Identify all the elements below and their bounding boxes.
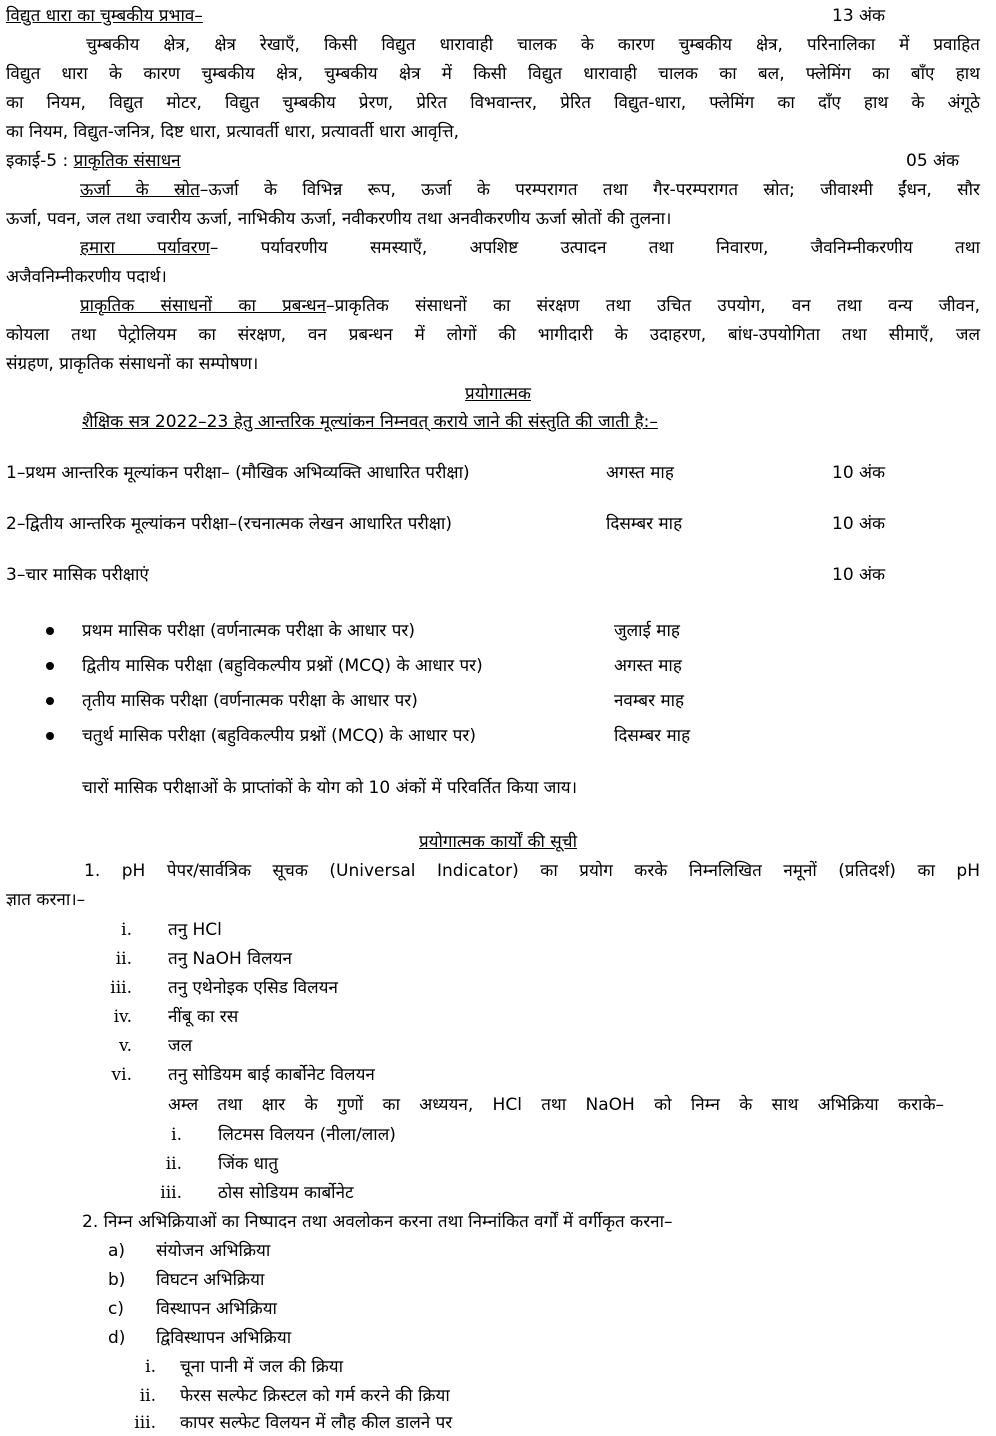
magnetic-paragraph-line: विद्युत धारा के कारण चुम्बकीय क्षेत्र, चुम्बकीय क्षेत्र में किसी विद्युत धारावाही चालक का बल, फ्लेमिंग का बाँए हाथ (6, 64, 980, 84)
reagent-text: ठोस सोडियम कार्बोनेट (218, 1183, 354, 1203)
resource-management-text: –प्राकृतिक संसाधनों का संरक्षण तथा उचित उपयोग, वन तथा वन्य जीवन, (326, 296, 980, 316)
energy-sources-text: –ऊर्जा के विभिन्न रूप, ऊर्जा के परम्परागत तथा गैर-परम्परागत स्रोत; जीवाश्मी ईंधन, सौर (199, 180, 980, 200)
bullet-icon (46, 697, 54, 705)
sample-number: iii. (110, 978, 132, 998)
magnetic-effect-heading: विद्युत धारा का चुम्बकीय प्रभाव– (6, 6, 203, 26)
exam-row-3-label: 3–चार मासिक परीक्षाएं (6, 565, 149, 585)
sample-text: तनु NaOH विलयन (168, 949, 292, 969)
sample-number: ii. (115, 949, 132, 969)
reagent-text: लिटमस विलयन (नीला/लाल) (218, 1125, 396, 1145)
magnetic-paragraph-line: चुम्बकीय क्षेत्र, क्षेत्र रेखाएँ, किसी विद्युत धारावाही चालक के कारण चुम्बकीय क्षेत्र, परिनालिका में प्रवाहित (86, 35, 980, 55)
category-text: विघटन अभिक्रिया (156, 1270, 265, 1290)
work-item-1-line-2: ज्ञात करना।– (6, 890, 86, 910)
monthly-exam-4-label: चतुर्थ मासिक परीक्षा (बहुविकल्पीय प्रश्नों (MCQ) के आधार पर) (82, 726, 476, 746)
sample-text: तनु सोडियम बाई कार्बोनेट विलयन (168, 1065, 375, 1085)
unit5-title: प्राकृतिक संसाधन (73, 151, 181, 171)
category-text: संयोजन अभिक्रिया (156, 1241, 271, 1261)
exam-row-2-marks: 10 अंक (832, 514, 886, 534)
reagent-number: ii. (165, 1154, 182, 1174)
sample-text: तनु HCl (168, 920, 222, 940)
resource-management-text-2: कोयला तथा पेट्रोलियम का संरक्षण, वन प्रबन्धन में लोगों की भागीदारी के उदाहरण, बांध-उपयोगिता तथा सीमाएँ, जल (6, 325, 980, 345)
sample-text: नींबू का रस (168, 1007, 239, 1027)
reagent-text: जिंक धातु (218, 1154, 279, 1174)
sample-number: vi. (111, 1065, 132, 1085)
conversion-note: चारों मासिक परीक्षाओं के प्राप्तांकों के योग को 10 अंकों में परिवर्तित किया जाय। (82, 778, 578, 798)
category-letter: b) (108, 1270, 126, 1290)
work-list-heading: प्रयोगात्मक कार्यों की सूची (419, 832, 577, 852)
work-item-2: 2. निम्न अभिक्रियाओं का निष्पादन तथा अवलोकन करना तथा निम्नांकित वर्गों में वर्गीकृत करना– (82, 1212, 673, 1232)
category-text: विस्थापन अभिक्रिया (156, 1299, 277, 1319)
energy-sources-text-2: ऊर्जा, पवन, जल तथा ज्वारीय ऊर्जा, नाभिकीय ऊर्जा, नवीकरणीय तथा अनवीकरणीय ऊर्जा स्रोतों की तुलना। (6, 209, 672, 229)
category-letter: a) (108, 1241, 126, 1261)
sample-number: v. (119, 1036, 132, 1056)
reagent-number: i. (171, 1125, 182, 1145)
monthly-exam-2-month: अगस्त माह (614, 656, 682, 676)
reaction-number: ii. (139, 1386, 156, 1406)
environment-line (6, 236, 980, 260)
category-letter: d) (108, 1328, 126, 1348)
sample-text: जल (168, 1036, 193, 1056)
category-letter: c) (108, 1299, 124, 1319)
magnetic-paragraph-line: का नियम, विद्युत मोटर, विद्युत चुम्बकीय प्रेरण, प्रेरित विभवान्तर, प्रेरित विद्युत-धारा, फ्लेमिंग का दाँए हाथ के अंगूठे (6, 93, 980, 113)
exam-row-2-label: 2–द्वितीय आन्तरिक मूल्यांकन परीक्षा–(रचनात्मक लेखन आधारित परीक्षा) (6, 514, 452, 534)
bullet-icon (46, 662, 54, 670)
resource-management-line (6, 294, 980, 318)
work-item-1-line-1: 1. pH पेपर/सार्वत्रिक सूचक (Universal Indicator) का प्रयोग करके निम्नलिखित नमूनों (प्रतिदर्श) का pH (84, 861, 980, 881)
exam-row-1-month: अगस्त माह (606, 463, 674, 483)
monthly-exam-4-month: दिसम्बर माह (614, 726, 691, 746)
reaction-number: i. (145, 1357, 156, 1377)
resource-management-text-3: संग्रहण, प्राकृतिक संसाधनों का सम्पोषण। (6, 354, 259, 374)
practical-heading: प्रयोगात्मक (465, 384, 531, 404)
magnetic-paragraph-line: का नियम, विद्युत-जनित्र, दिष्ट धारा, प्रत्यावर्ती धारा, प्रत्यावर्ती धारा आवृत्ति, (6, 122, 459, 142)
environment-title: हमारा पर्यावरण (80, 238, 210, 258)
monthly-exam-2-label: द्वितीय मासिक परीक्षा (बहुविकल्पीय प्रश्नों (MCQ) के आधार पर) (82, 656, 483, 676)
monthly-exam-3-month: नवम्बर माह (614, 691, 685, 711)
resource-management-title: प्राकृतिक संसाधनों का प्रबन्धन (80, 296, 327, 316)
energy-sources-title: ऊर्जा के स्रोत (80, 180, 200, 200)
exam-row-1-label: 1–प्रथम आन्तरिक मूल्यांकन परीक्षा– (मौखिक अभिव्यक्ति आधारित परीक्षा) (6, 463, 470, 483)
monthly-exam-1-month: जुलाई माह (614, 621, 680, 641)
bullet-icon (46, 627, 54, 635)
sample-number: i. (121, 920, 132, 940)
environment-text: – पर्यावरणीय समस्याएँ, अपशिष्ट उत्पादन तथा निवारण, जैवनिम्नीकरणीय तथा (209, 238, 980, 258)
sample-text: तनु एथेनोइक एसिड विलयन (168, 978, 338, 998)
session-note: शैक्षिक सत्र 2022–23 हेतु आन्तरिक मूल्यांकन निम्नवत् कराये जाने की संस्तुति की जाती है:– (82, 412, 658, 432)
magnetic-effect-marks: 13 अंक (832, 6, 886, 26)
monthly-exam-1-label: प्रथम मासिक परीक्षा (वर्णनात्मक परीक्षा के आधार पर) (82, 621, 415, 641)
reaction-text: कापर सल्फेट विलयन में लौह कील डालने पर (180, 1413, 453, 1433)
unit5-marks: 05 अंक (906, 151, 960, 171)
reagent-number: iii. (160, 1183, 182, 1203)
unit5-prefix: इकाई-5 : (6, 151, 74, 171)
unit5-heading (6, 149, 181, 173)
exam-row-2-month: दिसम्बर माह (606, 514, 683, 534)
energy-sources-line (6, 178, 980, 202)
acid-base-note: अम्ल तथा क्षार के गुणों का अध्ययन, HCl तथा NaOH को निम्न के साथ अभिक्रिया कराके– (168, 1095, 944, 1115)
bullet-icon (46, 732, 54, 740)
reaction-text: फेरस सल्फेट क्रिस्टल को गर्म करने की क्रिया (180, 1386, 450, 1406)
reaction-number: iii. (134, 1413, 156, 1433)
monthly-exam-3-label: तृतीय मासिक परीक्षा (वर्णनात्मक परीक्षा के आधार पर) (82, 691, 418, 711)
reaction-text: चूना पानी में जल की क्रिया (180, 1357, 344, 1377)
exam-row-1-marks: 10 अंक (832, 463, 886, 483)
exam-row-3-marks: 10 अंक (832, 565, 886, 585)
sample-number: iv. (113, 1007, 132, 1027)
environment-text-2: अजैवनिम्नीकरणीय पदार्थ। (6, 267, 167, 287)
category-text: द्विविस्थापन अभिक्रिया (156, 1328, 292, 1348)
